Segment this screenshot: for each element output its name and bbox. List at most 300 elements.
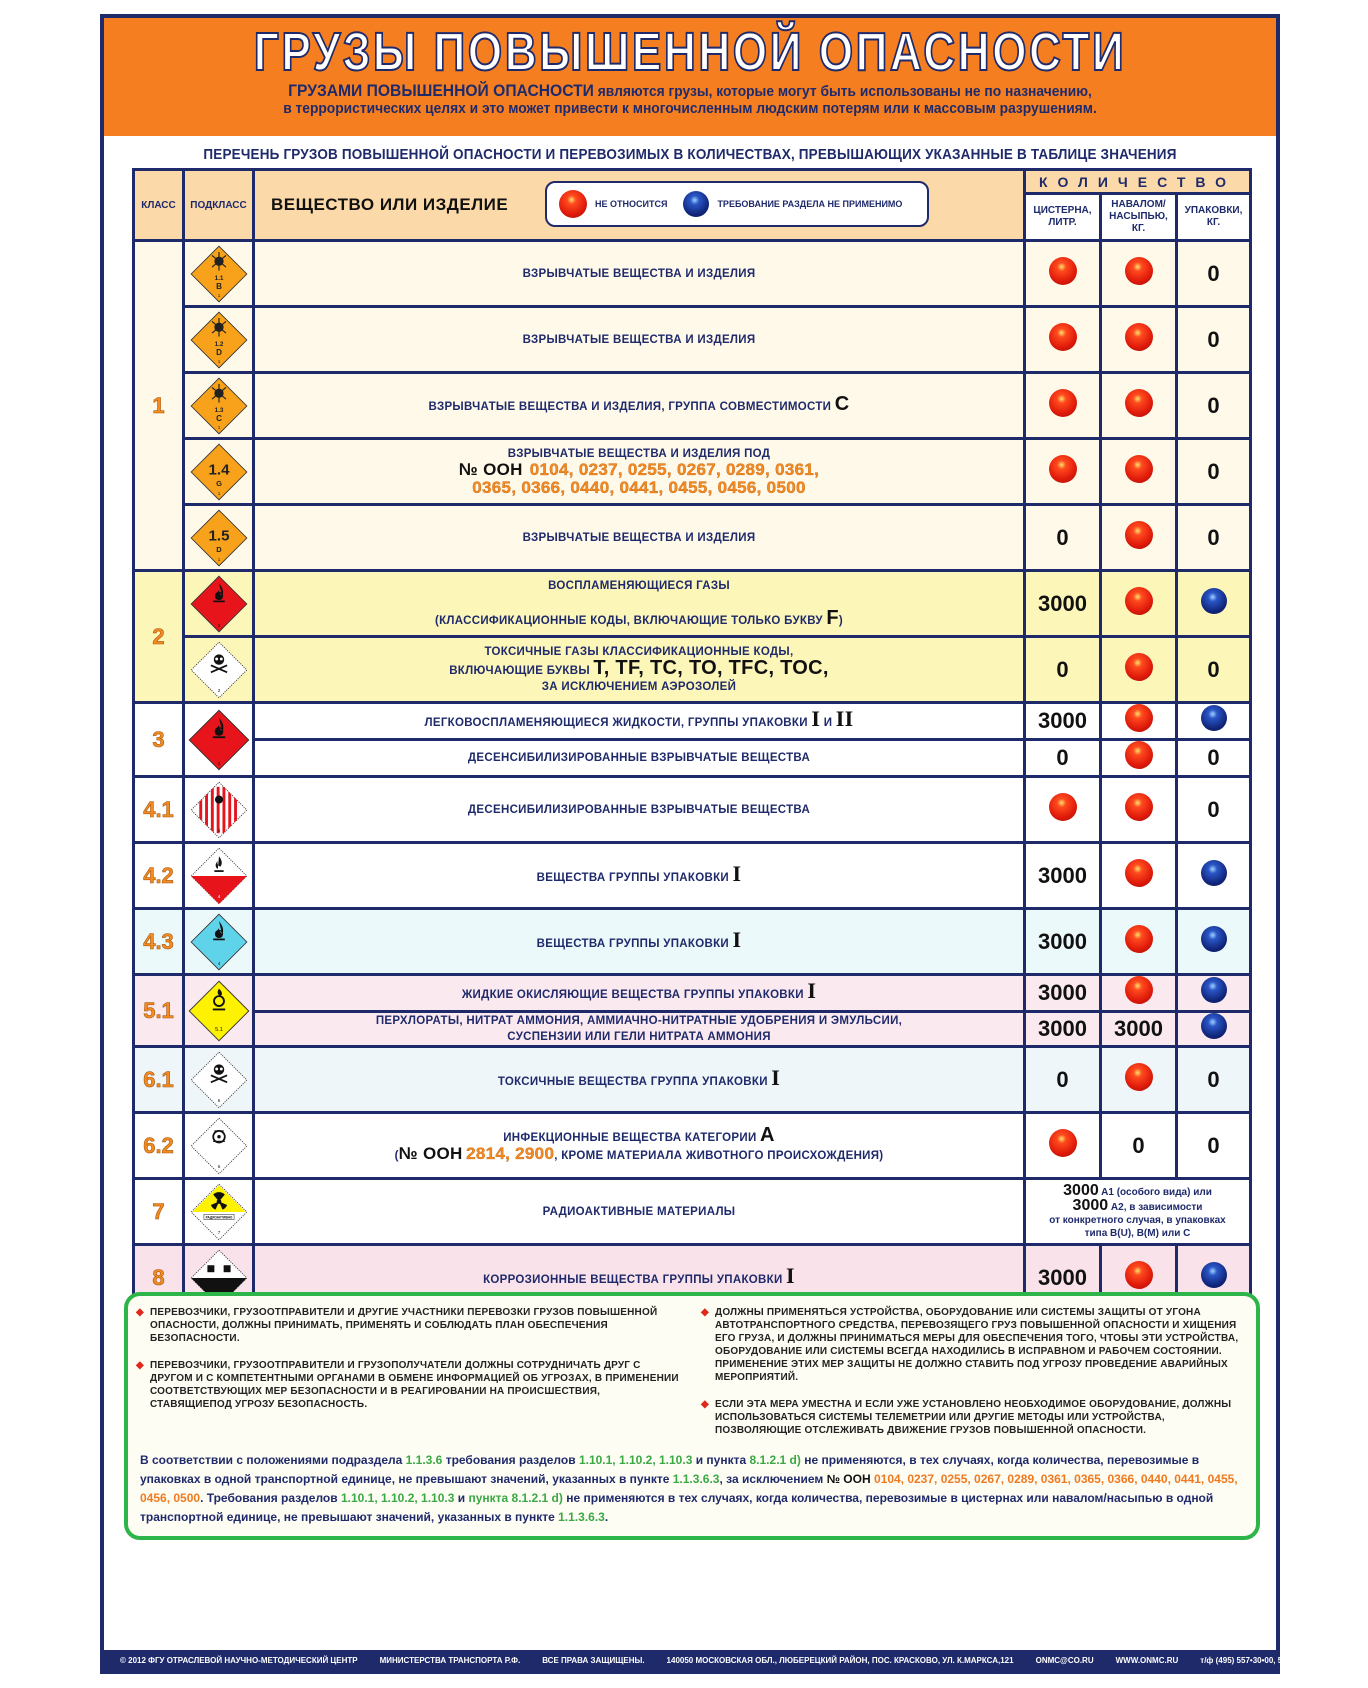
red-ball-icon [1125, 1063, 1153, 1091]
qty-value: 3000 [1038, 708, 1087, 733]
qty-bulk [1101, 975, 1177, 1012]
desc-letter: A [760, 1124, 775, 1146]
red-ball-icon [1125, 741, 1153, 769]
qty-text: типа B(U), B(M) или C [1084, 1227, 1191, 1239]
svg-text:5.1: 5.1 [214, 1026, 223, 1033]
desc-letter: F [826, 607, 839, 629]
qty-tank [1025, 843, 1101, 909]
hazard-diamond-icon [190, 377, 248, 435]
desc-text: ВЕЩЕСТВА ГРУППЫ УПАКОВКИ [536, 871, 729, 884]
desc-text: ВОСПЛАМЕНЯЮЩИЕСЯ ГАЗЫ [548, 580, 730, 592]
note-text: . Требования разделов [200, 1491, 338, 1505]
qty-pack [1177, 975, 1251, 1012]
qty-number: 3000 [1072, 1196, 1109, 1214]
qty-bulk [1101, 740, 1177, 777]
desc-text: ЗА ИСКЛЮЧЕНИЕМ АЭРОЗОЛЕЙ [541, 681, 737, 693]
col-tank: ЦИСТЕРНА, ЛИТР. [1025, 194, 1101, 241]
packing-group: II [835, 706, 854, 731]
red-ball-icon [1049, 323, 1077, 351]
class-number: 1 [152, 392, 165, 418]
hazard-diamond-icon [190, 245, 248, 303]
desc-text: ТОКСИЧНЫЕ ГАЗЫ КЛАССИФИКАЦИОННЫЕ КОДЫ, [484, 646, 794, 658]
qty-pack [1177, 740, 1251, 777]
packing-group: I [786, 1262, 795, 1288]
desc-text: ПЕРХЛОРАТЫ, НИТРАТ АММОНИЯ, АММИАЧНО-НИТРАТНЫЕ УДОБРЕНИЯ И ЭМУЛЬСИИ, [375, 1015, 903, 1027]
red-ball-icon [1125, 793, 1153, 821]
desc-text: КОРРОЗИОННЫЕ ВЕЩЕСТВА ГРУППЫ УПАКОВКИ [483, 1273, 783, 1286]
substance-cell [254, 241, 1025, 307]
table-row [134, 505, 1251, 571]
substance-cell [254, 1179, 1025, 1245]
desc-letter: C [834, 393, 850, 415]
hazard-diamond-icon [190, 781, 248, 839]
desc-text: ВЗРЫВЧАТЫЕ ВЕЩЕСТВА И ИЗДЕЛИЯ, ГРУППА СОВМЕСТИМОСТИ [428, 401, 832, 413]
qty-tank [1025, 373, 1101, 439]
desc-text: ЛЕГКОВОСПЛАМЕНЯЮЩИЕСЯ ЖИДКОСТИ, ГРУППЫ УПАКОВКИ [424, 717, 808, 729]
svg-text:G: G [215, 478, 222, 488]
red-ball-icon [1125, 389, 1153, 417]
table-row [134, 1179, 1251, 1245]
note-ref: 1.10.1, 1.10.2, 1.10.3 [340, 1491, 455, 1505]
qty-bulk [1101, 1047, 1177, 1113]
subclass-cell [184, 373, 254, 439]
qty-tank [1025, 975, 1101, 1012]
un-codes: 0104, 0237, 0255, 0267, 0289, 0361, [529, 459, 820, 479]
qty-pack [1177, 307, 1251, 373]
qty-tank [1025, 307, 1101, 373]
table-row [134, 373, 1251, 439]
col-substance-label: ВЕЩЕСТВО ИЛИ ИЗДЕЛИЕ [271, 195, 509, 214]
qty-pack [1177, 571, 1251, 637]
substance-cell [254, 505, 1025, 571]
qty-tank [1025, 777, 1101, 843]
blue-ball-icon [683, 191, 709, 217]
qty-text: A2, в зависимости [1110, 1201, 1203, 1213]
svg-text:4: 4 [217, 893, 220, 899]
substance-cell [254, 975, 1025, 1012]
desc-text: ВЗРЫВЧАТЫЕ ВЕЩЕСТВА И ИЗДЕЛИЯ [522, 333, 756, 346]
svg-text:4: 4 [217, 960, 220, 966]
class-number: 4.2 [143, 862, 174, 888]
qty-value: 0 [1207, 1132, 1220, 1158]
class-cell [134, 241, 184, 571]
note-bullet: ◆ ДОЛЖНЫ ПРИМЕНЯТЬСЯ УСТРОЙСТВА, ОБОРУДОВАНИЕ ИЛИ СИСТЕМЫ ЗАЩИТЫ ОТ УГОНА АВТОТРАНСПОРТНОГО СРЕДСТВА, ПЕРЕВОЗЯЩЕГО ГРУЗ ПОВЫШЕННОЙ ОПАСНОСТИ И ХИЩЕНИЯ ЕГО ГРУЗА, И ДОЛЖНЫ ПРИНИМАТЬСЯ МЕРЫ ДЛЯ ОБЕСПЕЧЕНИЯ ТОГО, ЧТОБЫ ЭТИ УСТРОЙСТВА, ОБОРУДОВАНИЕ ИЛИ СИСТЕМЫ ВСЕГДА НАХОДИЛИСЬ В ИСПРАВНОМ И РАБОЧЕМ СОСТОЯНИИ. ПРИМЕНЕНИЕ ЭТИХ МЕР ЗАЩИТЫ НЕ ДОЛЖНО СТАВИТЬ ПОД УГРОЗУ ПРОВЕДЕНИЕ АВАРИЙНЫХ МЕРОПРИЯТИЙ. [701, 1306, 1246, 1384]
svg-text:3: 3 [217, 761, 220, 767]
red-ball-icon [1125, 653, 1153, 681]
note-text: , за исключением [719, 1472, 824, 1486]
note-text: и пункта [695, 1453, 750, 1467]
table-row [134, 439, 1251, 505]
desc-text: ЖИДКИЕ ОКИСЛЯЮЩИЕ ВЕЩЕСТВА ГРУППЫ УПАКОВКИ [461, 989, 804, 1001]
table-row [134, 307, 1251, 373]
note-ref: 1.1.3.6.3 [558, 1510, 605, 1524]
red-ball-icon [1125, 587, 1153, 615]
hazard-diamond-icon [190, 1117, 248, 1175]
svg-text:6: 6 [217, 1163, 220, 1169]
blue-ball-icon [1201, 977, 1227, 1003]
desc-letters: T, TF, TC, TO, TFC, TOC, [593, 657, 829, 679]
blue-ball-icon [1201, 860, 1227, 886]
note-ref: 1.1.3.6 [405, 1453, 443, 1467]
subclass-cell [184, 703, 254, 777]
desc-text: ВКЛЮЧАЮЩИЕ БУКВЫ [449, 665, 590, 677]
qty-value: 0 [1207, 458, 1220, 484]
svg-text:D: D [215, 544, 222, 554]
qty-bulk [1101, 1012, 1177, 1047]
desc-text: ( [394, 1150, 399, 1162]
legend-red-label: НЕ ОТНОСИТСЯ [595, 199, 668, 209]
blue-ball-icon [1201, 926, 1227, 952]
substance-cell [254, 740, 1025, 777]
note-text: . [604, 1510, 609, 1524]
note-text: не применяются в тех случаях, когда количества, перевозимые в цистернах или навалом/насыпью в одной транспортной единице, не превышают значений, указанных в пункте [140, 1491, 1214, 1524]
hazard-diamond-icon [190, 641, 248, 699]
red-ball-icon [1125, 925, 1153, 953]
subclass-cell [184, 241, 254, 307]
note-bullet: ◆ ПЕРЕВОЗЧИКИ, ГРУЗООТПРАВИТЕЛИ И ГРУЗОПОЛУЧАТЕЛИ ДОЛЖНЫ СОТРУДНИЧАТЬ ДРУГ С ДРУГОМ И С КОМПЕТЕНТНЫМИ ОРГАНАМИ В ОБМЕНЕ ИНФОРМАЦИЕЙ ОБ УГРОЗАХ, В ПРИМЕНЕНИИ СООТВЕТСТВУЮЩИХ МЕР БЕЗОПАСНОСТИ И В РЕАГИРОВАНИИ НА ПРОИСШЕСТВИЯ, СТАВЯЩИЕПОД УГРОЗУ БЕЗОПАСНОСТЬ. [136, 1359, 681, 1411]
class-number: 2 [152, 623, 165, 649]
qty-bulk [1101, 439, 1177, 505]
qty-pack [1177, 241, 1251, 307]
class-number: 4.3 [143, 928, 174, 954]
qty-value: 0 [1132, 1132, 1145, 1158]
hazard-diamond-icon [190, 1183, 248, 1241]
qty-bulk [1101, 1113, 1177, 1179]
table-row [134, 740, 1251, 777]
class-number: 7 [152, 1198, 165, 1224]
svg-text:1: 1 [217, 424, 220, 430]
table-row [134, 1047, 1251, 1113]
desc-text: ) [838, 615, 844, 627]
hazard-diamond-icon [190, 575, 248, 633]
qty-pack [1177, 439, 1251, 505]
legend [545, 181, 929, 227]
svg-text:C: C [215, 413, 222, 423]
svg-text:1: 1 [217, 292, 220, 298]
un-label: № ООН [458, 459, 523, 479]
desc-text: ВЕЩЕСТВА ГРУППЫ УПАКОВКИ [536, 937, 729, 950]
substance-cell [254, 637, 1025, 703]
table-header-row [134, 170, 1251, 194]
red-ball-icon [1125, 455, 1153, 483]
class-cell [134, 1179, 184, 1245]
rights: ВСЕ ПРАВА ЗАЩИЩЕНЫ. [542, 1655, 645, 1665]
subclass-cell [184, 1047, 254, 1113]
col-subclass: ПОДКЛАСС [184, 170, 254, 241]
hazard-diamond-icon [188, 709, 250, 771]
note-bullet: ◆ ПЕРЕВОЗЧИКИ, ГРУЗООТПРАВИТЕЛИ И ДРУГИЕ УЧАСТНИКИ ПЕРЕВОЗКИ ГРУЗОВ ПОВЫШЕННОЙ ОПАСНОСТИ, ДОЛЖНЫ ПРИНИМАТЬ, ПРИМЕНЯТЬ И СОБЛЮДАТЬ ПЛАН ОБЕСПЕЧЕНИЯ БЕЗОПАСНОСТИ. [136, 1306, 681, 1345]
qty-bulk [1101, 505, 1177, 571]
table-row [134, 637, 1251, 703]
red-ball-icon [1049, 793, 1077, 821]
table-row [134, 777, 1251, 843]
qty-value: 0 [1056, 1066, 1069, 1092]
qty-value: 3000 [1038, 1016, 1087, 1041]
subclass-cell [184, 439, 254, 505]
class-number: 3 [152, 726, 165, 752]
qty-value: 0 [1056, 745, 1069, 770]
class-cell [134, 909, 184, 975]
qty-tank [1025, 909, 1101, 975]
svg-text:1.5: 1.5 [208, 526, 229, 544]
qty-bulk [1101, 571, 1177, 637]
subclass-cell [184, 571, 254, 637]
red-ball-icon [1125, 976, 1153, 1004]
subclass-cell [184, 637, 254, 703]
red-ball-icon [1125, 257, 1153, 285]
qty-value: 0 [1207, 260, 1220, 286]
packing-group: I [807, 978, 817, 1003]
qty-tank [1025, 703, 1101, 740]
blue-ball-icon [1201, 1262, 1227, 1288]
blue-ball-icon [1201, 1013, 1227, 1039]
substance-cell [254, 439, 1025, 505]
un-codes: 0365, 0366, 0440, 0441, 0455, 0456, 0500 [472, 477, 806, 497]
table-row [134, 1113, 1251, 1179]
subclass-cell [184, 777, 254, 843]
col-pack: УПАКОВКИ, КГ. [1177, 194, 1251, 241]
svg-text:2: 2 [217, 622, 220, 628]
hazard-diamond-icon [190, 1051, 248, 1109]
class-number: 8 [152, 1264, 165, 1290]
qty-tank [1025, 1012, 1101, 1047]
substance-cell [254, 1113, 1025, 1179]
qty-value: 3000 [1038, 1264, 1087, 1290]
note-bullet: ◆ ЕСЛИ ЭТА МЕРА УМЕСТНА И ЕСЛИ УЖЕ УСТАНОВЛЕНО НЕОБХОДИМОЕ ОБОРУДОВАНИЕ, ДОЛЖНЫ ИСПОЛЬЗОВАТЬСЯ СИСТЕМЫ ТЕЛЕМЕТРИИ ИЛИ ДРУГИЕ МЕТОДЫ ИЛИ УСТРОЙСТВА, ПОЗВОЛЯЮЩИЕ ОТСЛЕЖИВАТЬ ДВИЖЕНИЕ ГРУЗОВ ПОВЫШЕННОЙ ОПАСНОСТИ. [701, 1398, 1246, 1437]
col-class: КЛАСС [134, 170, 184, 241]
regulation-note [128, 1451, 1256, 1527]
subclass-cell [184, 1113, 254, 1179]
table-row [134, 975, 1251, 1012]
desc-text: И [823, 717, 833, 729]
subclass-cell [184, 975, 254, 1047]
radioactive-qty [1025, 1179, 1251, 1245]
qty-value: 0 [1207, 656, 1220, 682]
qty-value: 3000 [1038, 862, 1087, 888]
hazard-diamond-icon [190, 311, 248, 369]
class-number: 6.2 [143, 1132, 174, 1158]
subclass-cell [184, 843, 254, 909]
note-ref: 1.10.1, 1.10.2, 1.10.3 [578, 1453, 693, 1467]
substance-cell [254, 703, 1025, 740]
packing-group: I [732, 860, 742, 886]
qty-bulk [1101, 909, 1177, 975]
desc-text: , КРОМЕ МАТЕРИАЛА ЖИВОТНОГО ПРОИСХОЖДЕНИЯ) [554, 1150, 884, 1162]
subclass-cell [184, 505, 254, 571]
class-cell [134, 703, 184, 777]
qty-bulk [1101, 637, 1177, 703]
header-banner [104, 18, 1276, 136]
qty-tank [1025, 571, 1101, 637]
qty-number: 3000 [1063, 1181, 1099, 1199]
bottom-bar [104, 1650, 1356, 1670]
table-subtitle: ПЕРЕЧЕНЬ ГРУЗОВ ПОВЫШЕННОЙ ОПАСНОСТИ И ПЕРЕВОЗИМЫХ В КОЛИЧЕСТВАХ, ПРЕВЫШАЮЩИХ УКАЗАННЫЕ В ТАБЛИЦЕ ЗНАЧЕНИЯ [203, 146, 1177, 163]
web-link[interactable]: WWW.ONMC.RU [1115, 1655, 1179, 1665]
class-number: 6.1 [143, 1066, 174, 1092]
svg-text:1.3: 1.3 [214, 406, 223, 414]
qty-bulk [1101, 241, 1177, 307]
qty-pack [1177, 1047, 1251, 1113]
qty-tank [1025, 505, 1101, 571]
email-link[interactable]: ONMC@CO.RU [1035, 1655, 1094, 1665]
substance-cell [254, 909, 1025, 975]
packing-group: I [771, 1064, 781, 1090]
note-text: не применяются, в тех случаях, когда количества, перевозимые в упаковках в одной транспортной единице, не превышают значений, указанных в пункте [140, 1453, 1200, 1486]
qty-value: 0 [1207, 326, 1220, 352]
qty-bulk [1101, 843, 1177, 909]
class-cell [134, 1047, 184, 1113]
qty-tank [1025, 1047, 1101, 1113]
red-ball-icon [1049, 455, 1077, 483]
col-quantity: КОЛИЧЕСТВО [1025, 170, 1251, 194]
notes-box [124, 1292, 1260, 1540]
qty-tank [1025, 637, 1101, 703]
desc-text: СУСПЕНЗИИ ИЛИ ГЕЛИ НИТРАТА АММОНИЯ [507, 1031, 771, 1043]
svg-text:1: 1 [217, 490, 220, 496]
substance-cell [254, 1012, 1025, 1047]
packing-group: I [811, 706, 821, 731]
intro-rest: являются грузы, которые могут быть использованы не по назначению, [597, 83, 1092, 100]
qty-value: 0 [1207, 392, 1220, 418]
un-codes: 2814, 2900 [466, 1144, 555, 1163]
intro-text [151, 82, 1229, 117]
red-ball-icon [1049, 257, 1077, 285]
qty-value: 0 [1207, 1066, 1220, 1092]
qty-pack [1177, 703, 1251, 740]
subclass-cell [184, 909, 254, 975]
qty-tank [1025, 439, 1101, 505]
note-text: требования разделов [445, 1453, 576, 1467]
subclass-cell [184, 1179, 254, 1245]
qty-text: A1 (особого вида) или [1101, 1186, 1212, 1198]
page-title: ГРУЗЫ ПОВЫШЕННОЙ ОПАСНОСТИ [253, 22, 1127, 82]
qty-pack [1177, 373, 1251, 439]
hazard-diamond-icon [190, 913, 248, 971]
svg-text:РАДИОАКТИВНО: РАДИОАКТИВНО [205, 1214, 232, 1219]
qty-value: 0 [1056, 656, 1069, 682]
svg-text:7: 7 [217, 1229, 220, 1235]
svg-text:1.4: 1.4 [208, 460, 229, 478]
qty-pack [1177, 505, 1251, 571]
address: 140050 МОСКОВСКАЯ ОБЛ., ЛЮБЕРЕЦКИЙ РАЙОН, ПОС. КРАСКОВО, УЛ. К.МАРКСА,121 [666, 1655, 1014, 1665]
substance-cell [254, 307, 1025, 373]
qty-bulk [1101, 373, 1177, 439]
poster [100, 14, 1356, 1674]
red-ball-icon [559, 190, 587, 218]
red-ball-icon [1125, 521, 1153, 549]
qty-bulk [1101, 777, 1177, 843]
packing-group: I [732, 926, 742, 952]
svg-text:4: 4 [217, 827, 220, 833]
red-ball-icon [1125, 704, 1153, 732]
qty-value: 3000 [1038, 980, 1087, 1005]
qty-pack [1177, 843, 1251, 909]
substance-cell [254, 571, 1025, 637]
qty-pack [1177, 909, 1251, 975]
hazard-diamond-icon [190, 847, 248, 905]
svg-text:1: 1 [217, 358, 220, 364]
note-ref: 1.1.3.6.3 [672, 1472, 720, 1486]
substance-cell [254, 843, 1025, 909]
qty-pack [1177, 637, 1251, 703]
desc-text: ИНФЕКЦИОННЫЕ ВЕЩЕСТВА КАТЕГОРИИ [503, 1132, 757, 1144]
intro-lead: ГРУЗАМИ ПОВЫШЕННОЙ ОПАСНОСТИ [288, 81, 594, 100]
svg-text:D: D [215, 347, 222, 357]
svg-text:6: 6 [217, 1097, 220, 1103]
class-cell [134, 777, 184, 843]
red-ball-icon [1125, 323, 1153, 351]
qty-tank [1025, 740, 1101, 777]
svg-text:1: 1 [217, 556, 220, 562]
red-ball-icon [1049, 1129, 1077, 1157]
qty-text: от конкретного случая, в упаковках [1049, 1214, 1226, 1226]
qty-bulk [1101, 307, 1177, 373]
qty-value: 0 [1207, 745, 1220, 770]
cargo-table [132, 168, 1252, 1312]
blue-ball-icon [1201, 588, 1227, 614]
ministry: МИНИСТЕРСТВА ТРАНСПОРТА Р.Ф. [379, 1655, 521, 1665]
class-cell [134, 975, 184, 1047]
desc-text: ВЗРЫВЧАТЫЕ ВЕЩЕСТВА И ИЗДЕЛИЯ ПОД [507, 447, 771, 460]
desc-text: ТОКСИЧНЫЕ ВЕЩЕСТВА ГРУППА УПАКОВКИ [497, 1075, 768, 1088]
red-ball-icon [1049, 389, 1077, 417]
intro-line2: в террористических целях и это может привести к многочисленным людским потерям или к массовым разрушениям. [283, 100, 1097, 117]
hazard-diamond-icon [190, 443, 248, 501]
note-un: № ООН [826, 1472, 871, 1486]
un-label: № ООН [398, 1144, 463, 1163]
svg-text:1.1: 1.1 [214, 274, 223, 282]
note-ref: 8.1.2.1 d) [749, 1453, 801, 1467]
subclass-cell [184, 307, 254, 373]
note-text: В соответствии с положениями подраздела [140, 1453, 403, 1467]
qty-pack [1177, 1113, 1251, 1179]
col-bulk: НАВАЛОМ/ НАСЫПЬЮ, КГ. [1101, 194, 1177, 241]
class-cell [134, 843, 184, 909]
desc-text: ВЗРЫВЧАТЫЕ ВЕЩЕСТВА И ИЗДЕЛИЯ [522, 531, 756, 544]
hazard-diamond-icon [188, 980, 250, 1042]
qty-pack [1177, 777, 1251, 843]
substance-cell [254, 777, 1025, 843]
class-cell [134, 571, 184, 703]
desc-text: ДЕСЕНСИБИЛИЗИРОВАННЫЕ ВЗРЫВЧАТЫЕ ВЕЩЕСТВА [467, 803, 811, 816]
qty-pack [1177, 1012, 1251, 1047]
table-row [134, 241, 1251, 307]
phone: т/ф (495) 557•30•00, 557•31•11, 557•21•81 [1200, 1655, 1356, 1665]
qty-value: 3000 [1038, 590, 1087, 616]
qty-value: 3000 [1114, 1016, 1163, 1041]
qty-value: 3000 [1038, 928, 1087, 954]
class-number: 5.1 [143, 997, 174, 1023]
substance-cell [254, 373, 1025, 439]
red-ball-icon [1125, 1261, 1153, 1289]
legend-blue-label: ТРЕБОВАНИЕ РАЗДЕЛА НЕ ПРИМЕНИМО [717, 199, 903, 209]
substance-cell [254, 1047, 1025, 1113]
hazard-diamond-icon [190, 509, 248, 567]
qty-tank [1025, 1113, 1101, 1179]
table-row [134, 1012, 1251, 1047]
svg-text:1.2: 1.2 [214, 340, 223, 348]
svg-text:2: 2 [217, 687, 220, 693]
red-ball-icon [1125, 859, 1153, 887]
qty-tank [1025, 241, 1101, 307]
qty-bulk [1101, 703, 1177, 740]
desc-text: (КЛАССИФИКАЦИОННЫЕ КОДЫ, ВКЛЮЧАЮЩИЕ ТОЛЬКО БУКВУ [434, 615, 823, 627]
table-row [134, 843, 1251, 909]
qty-value: 0 [1207, 524, 1220, 550]
note-ref: пункта 8.1.2.1 d) [468, 1491, 563, 1505]
blue-ball-icon [1201, 705, 1227, 731]
desc-text: ДЕСЕНСИБИЛИЗИРОВАННЫЕ ВЗРЫВЧАТЫЕ ВЕЩЕСТВА [467, 752, 811, 764]
